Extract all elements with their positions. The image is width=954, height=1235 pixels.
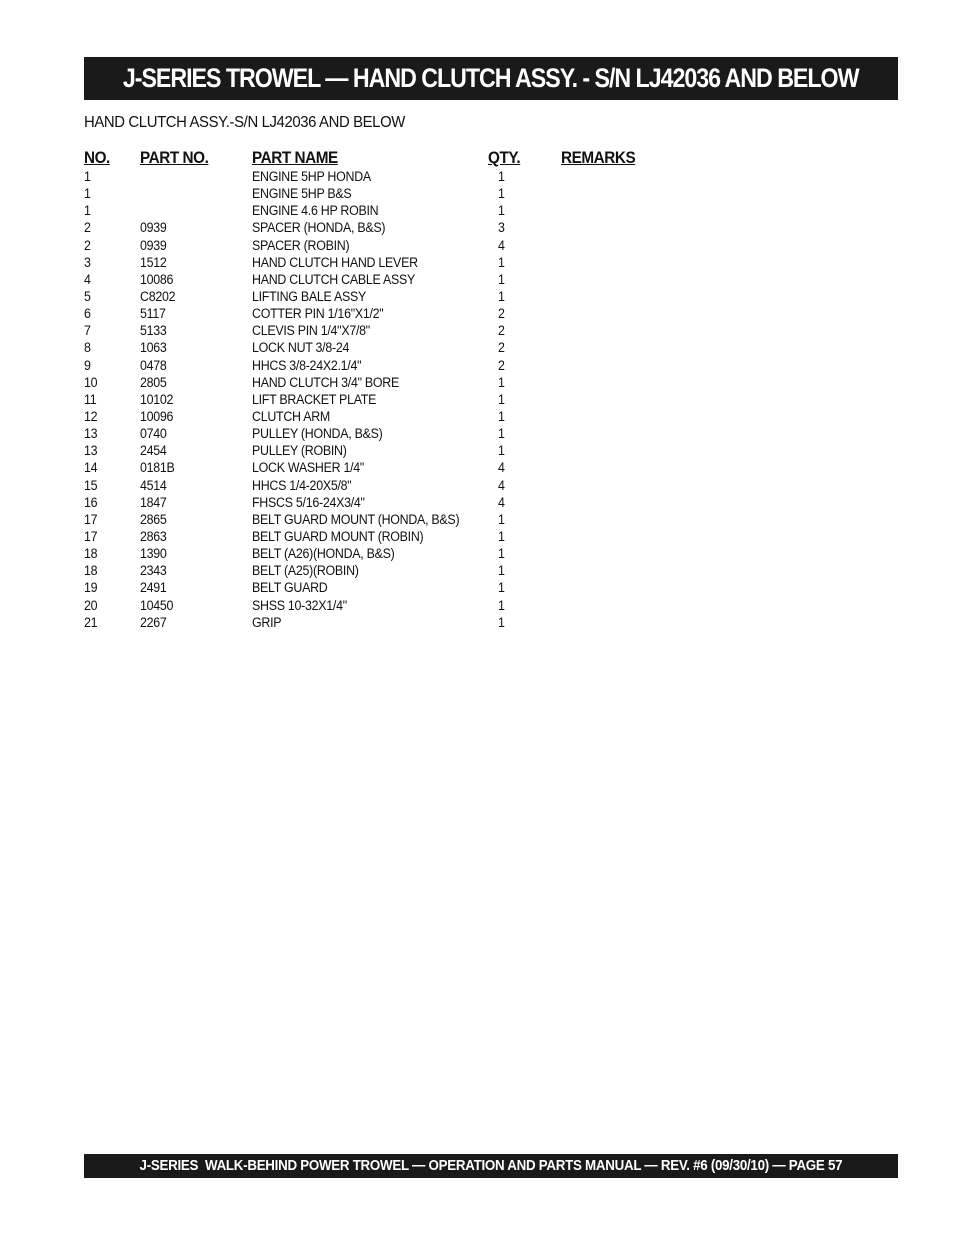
row-part-no: 1847 bbox=[140, 494, 167, 510]
row-no: 18 bbox=[84, 546, 98, 562]
row-part-name: FHSCS 5/16-24X3/4" bbox=[252, 494, 365, 510]
row-no: 6 bbox=[84, 306, 91, 322]
table-row bbox=[0, 305, 954, 322]
row-part-no: 0939 bbox=[140, 220, 167, 236]
row-no: 3 bbox=[84, 254, 91, 270]
row-part-no: C8202 bbox=[140, 288, 176, 304]
row-qty: 4 bbox=[498, 477, 505, 493]
table-row bbox=[0, 168, 954, 185]
row-qty: 1 bbox=[498, 614, 505, 630]
row-qty: 1 bbox=[498, 597, 505, 613]
table-row bbox=[0, 288, 954, 305]
table-row bbox=[0, 614, 954, 631]
row-part-name: GRIP bbox=[252, 614, 282, 630]
column-header-no: NO. bbox=[84, 148, 110, 167]
row-part-no: 4514 bbox=[140, 477, 167, 493]
row-no: 12 bbox=[84, 408, 98, 424]
column-header-remarks: REMARKS bbox=[561, 148, 636, 167]
row-no: 20 bbox=[84, 597, 98, 613]
row-part-no: 0939 bbox=[140, 237, 167, 253]
row-part-no: 2865 bbox=[140, 511, 167, 527]
row-part-no: 10086 bbox=[140, 271, 174, 287]
row-qty: 1 bbox=[498, 186, 505, 202]
row-part-no: 10450 bbox=[140, 597, 174, 613]
row-part-name: SHSS 10-32X1/4" bbox=[252, 597, 347, 613]
row-no: 13 bbox=[84, 443, 98, 459]
row-qty: 3 bbox=[498, 220, 505, 236]
row-no: 17 bbox=[84, 528, 98, 544]
row-no: 2 bbox=[84, 237, 91, 253]
table-row bbox=[0, 339, 954, 356]
row-no: 17 bbox=[84, 511, 98, 527]
row-no: 11 bbox=[84, 391, 97, 407]
table-row bbox=[0, 202, 954, 219]
row-qty: 1 bbox=[498, 580, 505, 596]
table-row bbox=[0, 185, 954, 202]
row-part-no: 2343 bbox=[140, 563, 167, 579]
row-no: 7 bbox=[84, 323, 91, 339]
row-no: 13 bbox=[84, 426, 98, 442]
row-part-name: PULLEY (ROBIN) bbox=[252, 443, 347, 459]
row-no: 1 bbox=[84, 186, 91, 202]
column-header-qty: QTY. bbox=[488, 148, 521, 167]
table-row bbox=[0, 322, 954, 339]
row-no: 1 bbox=[84, 169, 91, 184]
row-qty: 1 bbox=[498, 563, 505, 579]
table-row bbox=[0, 477, 954, 494]
row-qty: 1 bbox=[498, 426, 505, 442]
table-row bbox=[0, 254, 954, 271]
row-part-no: 1390 bbox=[140, 546, 167, 562]
row-part-name: BELT (A25)(ROBIN) bbox=[252, 563, 359, 579]
row-part-no: 2805 bbox=[140, 374, 167, 390]
row-part-no: 0181B bbox=[140, 460, 175, 476]
page-footer-bar bbox=[84, 1154, 898, 1178]
table-row bbox=[0, 374, 954, 391]
row-no: 9 bbox=[84, 357, 91, 373]
table-row bbox=[0, 459, 954, 476]
row-qty: 1 bbox=[498, 408, 505, 424]
table-row bbox=[0, 357, 954, 374]
row-part-name: LIFTING BALE ASSY bbox=[252, 288, 367, 304]
row-no: 8 bbox=[84, 340, 91, 356]
table-row bbox=[0, 391, 954, 408]
column-header-part-no: PART NO. bbox=[140, 148, 209, 167]
table-row bbox=[0, 408, 954, 425]
row-qty: 1 bbox=[498, 254, 505, 270]
row-part-name: ENGINE 4.6 HP ROBIN bbox=[252, 203, 379, 219]
row-part-no: 5133 bbox=[140, 323, 167, 339]
row-part-name: BELT GUARD bbox=[252, 580, 328, 596]
row-qty: 1 bbox=[498, 374, 505, 390]
row-no: 21 bbox=[84, 614, 98, 630]
row-qty: 2 bbox=[498, 306, 505, 322]
page-footer: J-SERIES WALK-BEHIND POWER TROWEL — OPERATION AND PARTS MANUAL — REV. #6 (09/30/10) — PAGE 57 bbox=[139, 1158, 843, 1174]
row-qty: 1 bbox=[498, 169, 505, 184]
column-header-part-name: PART NAME bbox=[252, 148, 338, 167]
row-part-no: 0740 bbox=[140, 426, 167, 442]
row-part-name: PULLEY (HONDA, B&S) bbox=[252, 426, 383, 442]
row-qty: 1 bbox=[498, 443, 505, 459]
row-part-name: COTTER PIN 1/16"X1/2" bbox=[252, 306, 384, 322]
row-qty: 1 bbox=[498, 546, 505, 562]
row-part-name: BELT GUARD MOUNT (ROBIN) bbox=[252, 528, 424, 544]
row-qty: 1 bbox=[498, 203, 505, 219]
row-part-name: ENGINE 5HP HONDA bbox=[252, 169, 371, 184]
row-part-no: 10102 bbox=[140, 391, 174, 407]
page-title-bar bbox=[84, 57, 898, 100]
row-qty: 1 bbox=[498, 271, 505, 287]
row-no: 18 bbox=[84, 563, 98, 579]
row-part-name: HAND CLUTCH 3/4" BORE bbox=[252, 374, 399, 390]
row-part-no: 2491 bbox=[140, 580, 167, 596]
table-row bbox=[0, 425, 954, 442]
row-no: 16 bbox=[84, 494, 98, 510]
row-part-name: SPACER (HONDA, B&S) bbox=[252, 220, 386, 236]
row-qty: 1 bbox=[498, 528, 505, 544]
row-part-no: 2863 bbox=[140, 528, 167, 544]
row-no: 19 bbox=[84, 580, 98, 596]
row-qty: 4 bbox=[498, 460, 505, 476]
row-part-name: ENGINE 5HP B&S bbox=[252, 186, 352, 202]
row-part-no: 0478 bbox=[140, 357, 167, 373]
table-row bbox=[0, 271, 954, 288]
row-qty: 2 bbox=[498, 323, 505, 339]
row-no: 5 bbox=[84, 288, 91, 304]
table-row bbox=[0, 219, 954, 236]
row-no: 14 bbox=[84, 460, 98, 476]
row-part-no: 2454 bbox=[140, 443, 167, 459]
row-part-name: HHCS 3/8-24X2.1/4" bbox=[252, 357, 362, 373]
table-row bbox=[0, 545, 954, 562]
row-part-name: BELT (A26)(HONDA, B&S) bbox=[252, 546, 395, 562]
row-part-name: HAND CLUTCH HAND LEVER bbox=[252, 254, 418, 270]
row-qty: 1 bbox=[498, 511, 505, 527]
row-part-no: 1512 bbox=[140, 254, 167, 270]
table-row bbox=[0, 237, 954, 254]
row-part-name: BELT GUARD MOUNT (HONDA, B&S) bbox=[252, 511, 460, 527]
table-row bbox=[0, 597, 954, 614]
table-row bbox=[0, 511, 954, 528]
row-part-name: HAND CLUTCH CABLE ASSY bbox=[252, 271, 416, 287]
row-qty: 1 bbox=[498, 391, 505, 407]
table-row bbox=[0, 562, 954, 579]
row-part-name: LOCK NUT 3/8-24 bbox=[252, 340, 350, 356]
row-part-name: CLUTCH ARM bbox=[252, 408, 330, 424]
row-no: 4 bbox=[84, 271, 91, 287]
row-part-no: 1063 bbox=[140, 340, 167, 356]
section-heading: HAND CLUTCH ASSY.-S/N LJ42036 AND BELOW bbox=[84, 114, 405, 131]
row-part-name: CLEVIS PIN 1/4"X7/8" bbox=[252, 323, 370, 339]
row-part-name: SPACER (ROBIN) bbox=[252, 237, 350, 253]
page-title: J-SERIES TROWEL — HAND CLUTCH ASSY. - S/N LJ42036 AND BELOW bbox=[123, 63, 859, 93]
row-no: 15 bbox=[84, 477, 98, 493]
row-no: 10 bbox=[84, 374, 98, 390]
row-qty: 2 bbox=[498, 340, 505, 356]
parts-table-body bbox=[0, 168, 954, 631]
row-part-name: HHCS 1/4-20X5/8" bbox=[252, 477, 352, 493]
row-qty: 4 bbox=[498, 494, 505, 510]
row-qty: 4 bbox=[498, 237, 505, 253]
row-qty: 1 bbox=[498, 288, 505, 304]
table-row bbox=[0, 442, 954, 459]
table-row bbox=[0, 494, 954, 511]
row-part-no: 5117 bbox=[140, 306, 166, 322]
row-no: 1 bbox=[84, 203, 91, 219]
table-row bbox=[0, 579, 954, 596]
row-part-no: 10096 bbox=[140, 408, 174, 424]
row-part-no: 2267 bbox=[140, 614, 167, 630]
row-part-name: LOCK WASHER 1/4" bbox=[252, 460, 365, 476]
row-qty: 2 bbox=[498, 357, 505, 373]
row-part-name: LIFT BRACKET PLATE bbox=[252, 391, 377, 407]
row-no: 2 bbox=[84, 220, 91, 236]
table-row bbox=[0, 528, 954, 545]
